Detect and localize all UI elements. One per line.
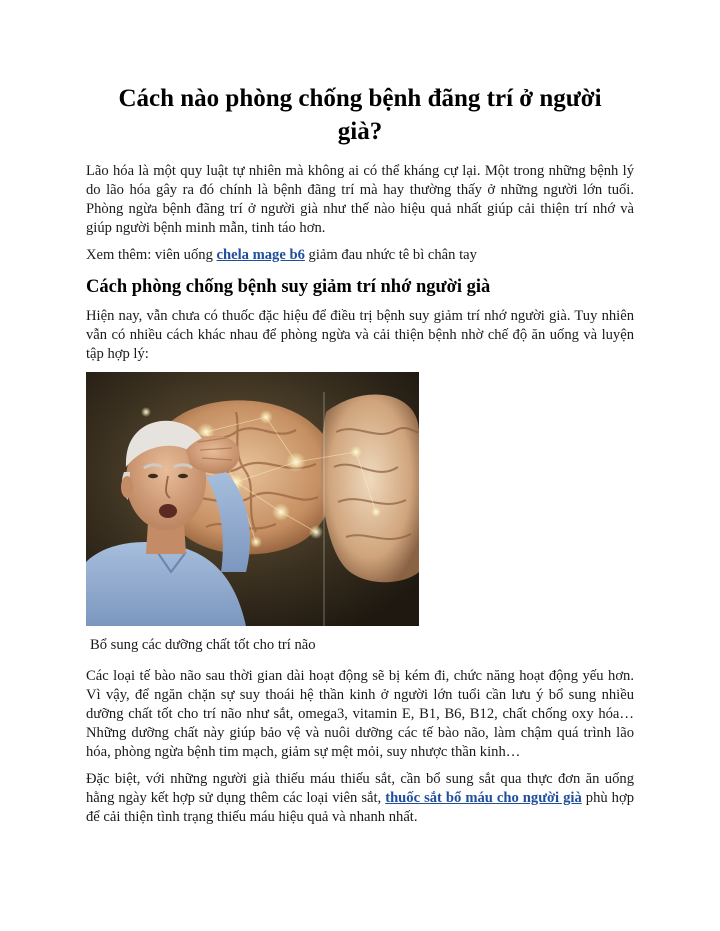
nutrients-paragraph: Các loại tế bào não sau thời gian dài hoạt động sẽ bị kém đi, chức năng hoạt động yếu hơn. Vì vậy, để ngăn chặn sự suy thoái hệ thần kinh ở người lớn tuổi cần lưu ý bổ sung nhiều dưỡng chất tốt cho trí não như sắt, omega3, vitamin E, B1, B6, B12, chất chống oxy hóa… Những dưỡng chất này giúp bảo vệ và nuôi dưỡng các tế bào não, làm chậm quá trình lão hóa, phòng ngừa bệnh tim mạch, giảm sự mệt mỏi, suy nhược thần kinh… [86, 668, 634, 760]
see-also-line [86, 246, 634, 265]
iron-paragraph-suffix: phù hợp để cải thiện tình trạng thiếu máu hiệu quả và nhanh nhất. [86, 790, 634, 825]
figure-caption: Bổ sung các dưỡng chất tốt cho trí não [90, 637, 316, 653]
article-title: Cách nào phòng chống bệnh đãng trí ở người già? [118, 85, 602, 145]
section-heading: Cách phòng chống bệnh suy giảm trí nhớ người già [86, 277, 491, 297]
see-also-prefix: Xem thêm: viên uống [86, 247, 217, 263]
iron-paragraph-prefix: Đặc biệt, với những người già thiếu máu thiếu sắt, cần bổ sung sắt qua thực đơn ăn uống hằng ngày kết hợp sử dụng thêm các loại viên sắt, [86, 771, 634, 806]
iron-supplement-link[interactable]: thuốc sắt bổ máu cho người già [385, 790, 582, 806]
chela-mage-link[interactable]: chela mage b6 [216, 247, 305, 263]
section-intro-paragraph: Hiện nay, vẫn chưa có thuốc đặc hiệu để điều trị bệnh suy giảm trí nhớ người già. Tuy nhiên vẫn có nhiều cách khác nhau để phòng ngừa và cải thiện bệnh nhờ chế độ ăn uống và luyện tập hợp lý: [86, 308, 634, 362]
intro-paragraph: Lão hóa là một quy luật tự nhiên mà không ai có thể kháng cự lại. Một trong những bệnh lý do lão hóa gây ra đó chính là bệnh đãng trí mà hay thường thấy ở những người lớn tuổi. Phòng ngừa bệnh đãng trí ở người già như thế nào hiệu quả nhất giúp cải thiện trí nhớ và giúp người bệnh minh mẫn, tinh táo hơn. [86, 163, 634, 236]
elderly-man-brain-image [86, 372, 419, 626]
see-also-suffix: giảm đau nhức tê bì chân tay [304, 247, 477, 263]
iron-paragraph [86, 770, 634, 827]
